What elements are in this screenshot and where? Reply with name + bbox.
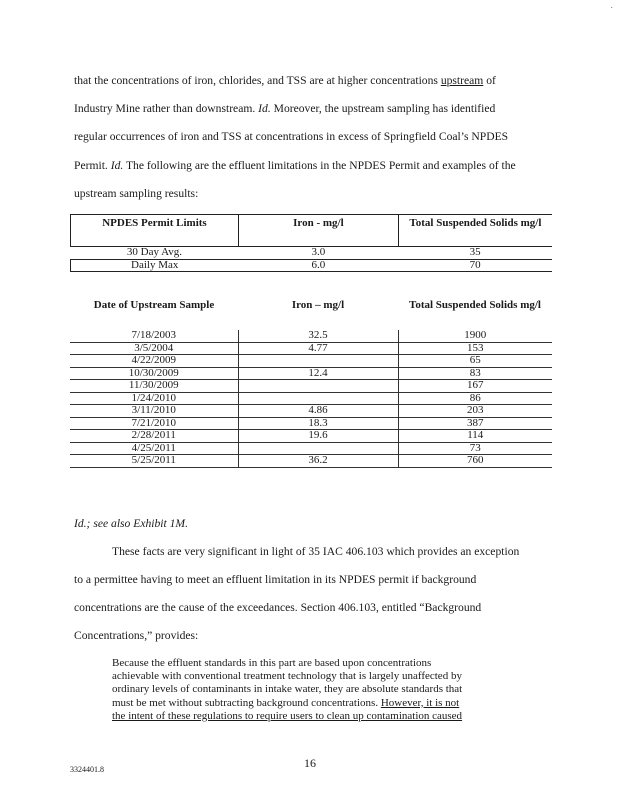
sample-row [70,380,552,393]
sample-row [70,355,552,368]
sample-date-cell: 4/22/2009 [70,355,238,368]
sample-date-cell: 11/30/2009 [70,380,238,393]
sample-tss-cell: 65 [398,355,552,368]
sample-iron-cell: 36.2 [238,455,398,468]
body-line-3: concentrations are the cause of the exceedances. Section 406.103, entitled “Background [74,601,482,614]
sample-date-cell: 3/11/2010 [70,405,238,418]
quote-line-1: Because the effluent standards in this part are based upon concentrations [112,657,432,669]
sample-iron-cell [238,380,398,393]
samples-header-cell: Total Suspended Solids mg/l [409,299,541,311]
intro-line-1: that the concentrations of iron, chlorides, and TSS are at higher concentrations upstream of [74,74,496,87]
sample-iron-cell: 12.4 [238,367,398,380]
limits-header-cell: Iron - mg/l [238,215,398,247]
limits-cell: 3.0 [238,247,398,260]
limits-header-cell: Total Suspended Solids mg/l [398,215,552,247]
limits-row [71,247,553,260]
body-line-2: to a permittee having to meet an effluent limitation in its NPDES permit if background [74,573,477,586]
sample-tss-cell: 73 [398,442,552,455]
quote-line-2: achievable with conventional treatment technology that is largely unaffected by [112,670,462,683]
sample-tss-cell: 114 [398,430,552,443]
sample-tss-cell: 1900 [398,330,552,342]
sample-tss-cell: 83 [398,367,552,380]
intro-line-5: upstream sampling results: [74,187,199,200]
upstream-samples-table [70,300,552,468]
limits-cell: 35 [398,247,552,260]
sample-tss-cell: 203 [398,405,552,418]
limits-cell: 6.0 [238,259,398,272]
limits-cell: 70 [398,259,552,272]
quote-line-5: the intent of these regulations to require users to clean up contamination caused [112,709,463,722]
sample-row [70,455,552,468]
sample-date-cell: 1/24/2010 [70,392,238,405]
sample-tss-cell: 760 [398,455,552,468]
samples-header-cell: Iron – mg/l [291,299,345,311]
sample-row [70,442,552,455]
limits-cell: 30 Day Avg. [71,247,239,260]
sample-tss-cell: 153 [398,342,552,355]
sample-iron-cell: 19.6 [238,430,398,443]
quote-line-4: must be met without subtracting background concentrations. However, it is not [112,696,460,709]
sample-row [70,405,552,418]
sample-date-cell: 5/25/2011 [70,455,238,468]
block-quote [112,657,514,723]
corner-mark: · [610,4,613,12]
sample-iron-cell: 4.86 [238,405,398,418]
sample-iron-cell [238,392,398,405]
intro-line-2: Industry Mine rather than downstream. Id. Moreover, the upstream sampling has identified [74,102,496,115]
samples-header-row [70,300,552,330]
sample-row [70,430,552,443]
sample-iron-cell: 32.5 [238,330,398,342]
sample-iron-cell [238,442,398,455]
permit-limits-table [70,214,552,272]
document-id: 3324401.8 [70,765,104,774]
sample-row [70,392,552,405]
sample-row [70,330,552,342]
sample-iron-cell: 18.3 [238,417,398,430]
sample-tss-cell: 387 [398,417,552,430]
sample-date-cell: 10/30/2009 [70,367,238,380]
quote-line-3: ordinary levels of contaminants in intake water, they are absolute standards that [112,683,463,696]
sample-row [70,342,552,355]
sample-tss-cell: 86 [398,392,552,405]
body-line-4: Concentrations,” provides: [74,629,199,642]
limits-header-cell: NPDES Permit Limits [71,215,239,247]
sample-iron-cell [238,355,398,368]
limits-header-row [71,215,553,247]
sample-date-cell: 7/18/2003 [70,330,238,342]
sample-row [70,417,552,430]
intro-line-4: Permit. Id. The following are the effluent limitations in the NPDES Permit and examples of the [74,159,516,172]
sample-row [70,367,552,380]
citation: Id.; see also Exhibit 1M. [74,517,188,530]
sample-date-cell: 7/21/2010 [70,417,238,430]
sample-date-cell: 4/25/2011 [70,442,238,455]
sample-date-cell: 2/28/2011 [70,430,238,443]
sample-iron-cell: 4.77 [238,342,398,355]
sample-date-cell: 3/5/2004 [70,342,238,355]
sample-tss-cell: 167 [398,380,552,393]
body-line-1: These facts are very significant in light of 35 IAC 406.103 which provides an exception [112,545,520,558]
page-number: 16 [304,756,316,770]
samples-header-cell: Date of Upstream Sample [93,299,215,311]
limits-cell: Daily Max [71,259,239,272]
limits-row [71,259,553,272]
intro-line-3: regular occurrences of iron and TSS at concentrations in excess of Springfield Coal’s NPDES [74,130,509,143]
